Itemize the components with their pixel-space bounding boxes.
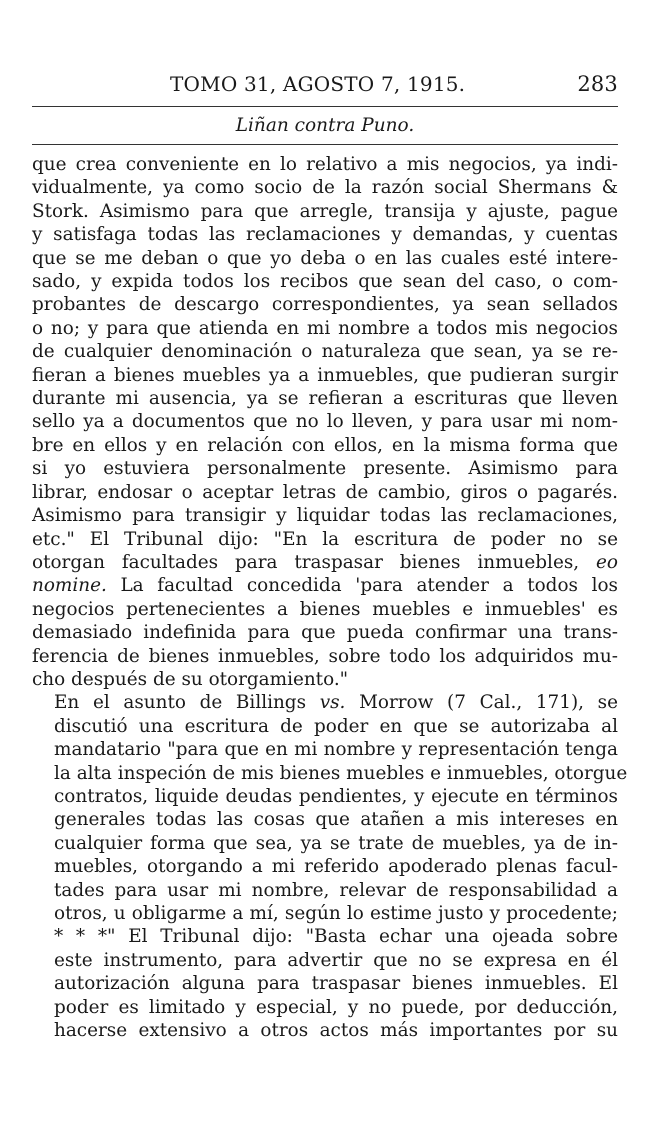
text-line: etc." El Tribunal dijo: "En la escritura de poder no se [32, 528, 618, 550]
text-line: cho después de su otorgamiento." [32, 668, 349, 690]
italic-vs: vs. [319, 692, 346, 714]
text-line: y satisfaga todas las reclamaciones y demandas, y cuentas [32, 224, 618, 246]
text-segment: Morrow (7 Cal., 171), se [359, 692, 618, 714]
text-line: durante mi ausencia, ya se refieran a escrituras que lleven [32, 388, 618, 410]
page-number: 283 [577, 72, 618, 96]
text-line: autorización alguna para traspasar bienes inmuebles. El [54, 973, 618, 995]
text-line: generales todas las cosas que atañen a mis intereses en [54, 809, 618, 831]
text-line: negocios pertenecientes a bienes muebles e inmuebles' es [32, 598, 618, 620]
italic-eo: eo [596, 551, 618, 573]
case-title: Liñan contra Puno. [235, 115, 415, 136]
text-line: vidualmente, ya como socio de la razón social Shermans & [32, 177, 618, 199]
text-line-with-italic [32, 691, 618, 714]
text-line-with-italic [32, 574, 618, 597]
text-line: Stork. Asimismo para que arregle, transija y ajuste, pague [32, 200, 618, 222]
running-header [32, 66, 618, 100]
text-line: contratos, liquide deudas pendientes, y ejecute en términos [54, 785, 618, 807]
text-segment: En el asunto de Billings [54, 692, 307, 714]
text-line: sello ya a documentos que no lo lleven, y para usar mi nom- [32, 411, 618, 433]
text-line: muebles, otorgando a mi referido apoderado plenas facul- [54, 856, 618, 878]
text-line: sado, y expida todos los recibos que sean del caso, o com- [32, 271, 618, 293]
text-line: hacerse extensivo a otros actos más importantes por su [54, 1020, 618, 1042]
italic-nomine: nomine. [32, 575, 107, 597]
body-text [32, 153, 628, 1042]
text-line: fieran a bienes muebles ya a inmuebles, que pudieran surgir [32, 364, 618, 386]
text-line: bre en ellos y en relación con ellos, en la misma forma que [32, 434, 618, 456]
document-page [32, 66, 628, 1042]
text-segment: La facultad concedida 'para atender a todos los [106, 575, 618, 597]
text-line: librar, endosar o aceptar letras de cambio, giros o pagarés. [32, 481, 618, 503]
text-line: la alta inspeción de mis bienes muebles e inmuebles, otorgue [54, 762, 628, 784]
text-line: si yo estuviera personalmente presente. Asimismo para [32, 458, 618, 480]
text-line: demasiado indefinida para que pueda confirmar una trans- [32, 622, 618, 644]
text-line: o no; y para que atienda en mi nombre a todos mis negocios [32, 317, 618, 339]
header-rule [32, 106, 618, 107]
text-line: que crea conveniente en lo relativo a mis negocios, ya indi- [32, 154, 618, 175]
text-line: otros, u obligarme a mí, según lo estime justo y procedente; [54, 903, 618, 924]
case-title-rule [32, 144, 618, 145]
paragraph-1 [32, 153, 618, 691]
paragraph-2 [32, 691, 628, 1042]
text-line: cualquier forma que sea, ya se trate de muebles, ya de in- [54, 832, 618, 854]
text-line: Asimismo para transigir y liquidar todas las reclamaciones, [32, 505, 618, 527]
text-line: tades para usar mi nombre, relevar de responsabilidad a [54, 879, 618, 901]
text-line: probantes de descargo correspondientes, ya sean sellados [32, 294, 618, 316]
text-segment: otorgan facultades para traspasar bienes inmuebles, [32, 551, 580, 573]
text-line: ferencia de bienes inmuebles, sobre todo los adquiridos mu- [32, 645, 618, 667]
text-line: este instrumento, para advertir que no se expresa en él [54, 949, 618, 971]
text-line: * * *" El Tribunal dijo: "Basta echar una ojeada sobre [54, 926, 618, 948]
volume-date-title: TOMO 31, AGOSTO 7, 1915. [170, 72, 466, 96]
text-line: de cualquier denominación o naturaleza que sean, ya se re- [32, 341, 618, 363]
text-line: poder es limitado y especial, y no puede, por deducción, [54, 996, 618, 1018]
text-line: discutió una escritura de poder en que se autorizaba al [54, 715, 618, 737]
text-line: mandatario "para que en mi nombre y representación tenga [54, 739, 618, 761]
text-line-with-italic [32, 551, 618, 574]
text-line: que se me deban o que yo deba o en las cuales esté intere- [32, 247, 618, 269]
